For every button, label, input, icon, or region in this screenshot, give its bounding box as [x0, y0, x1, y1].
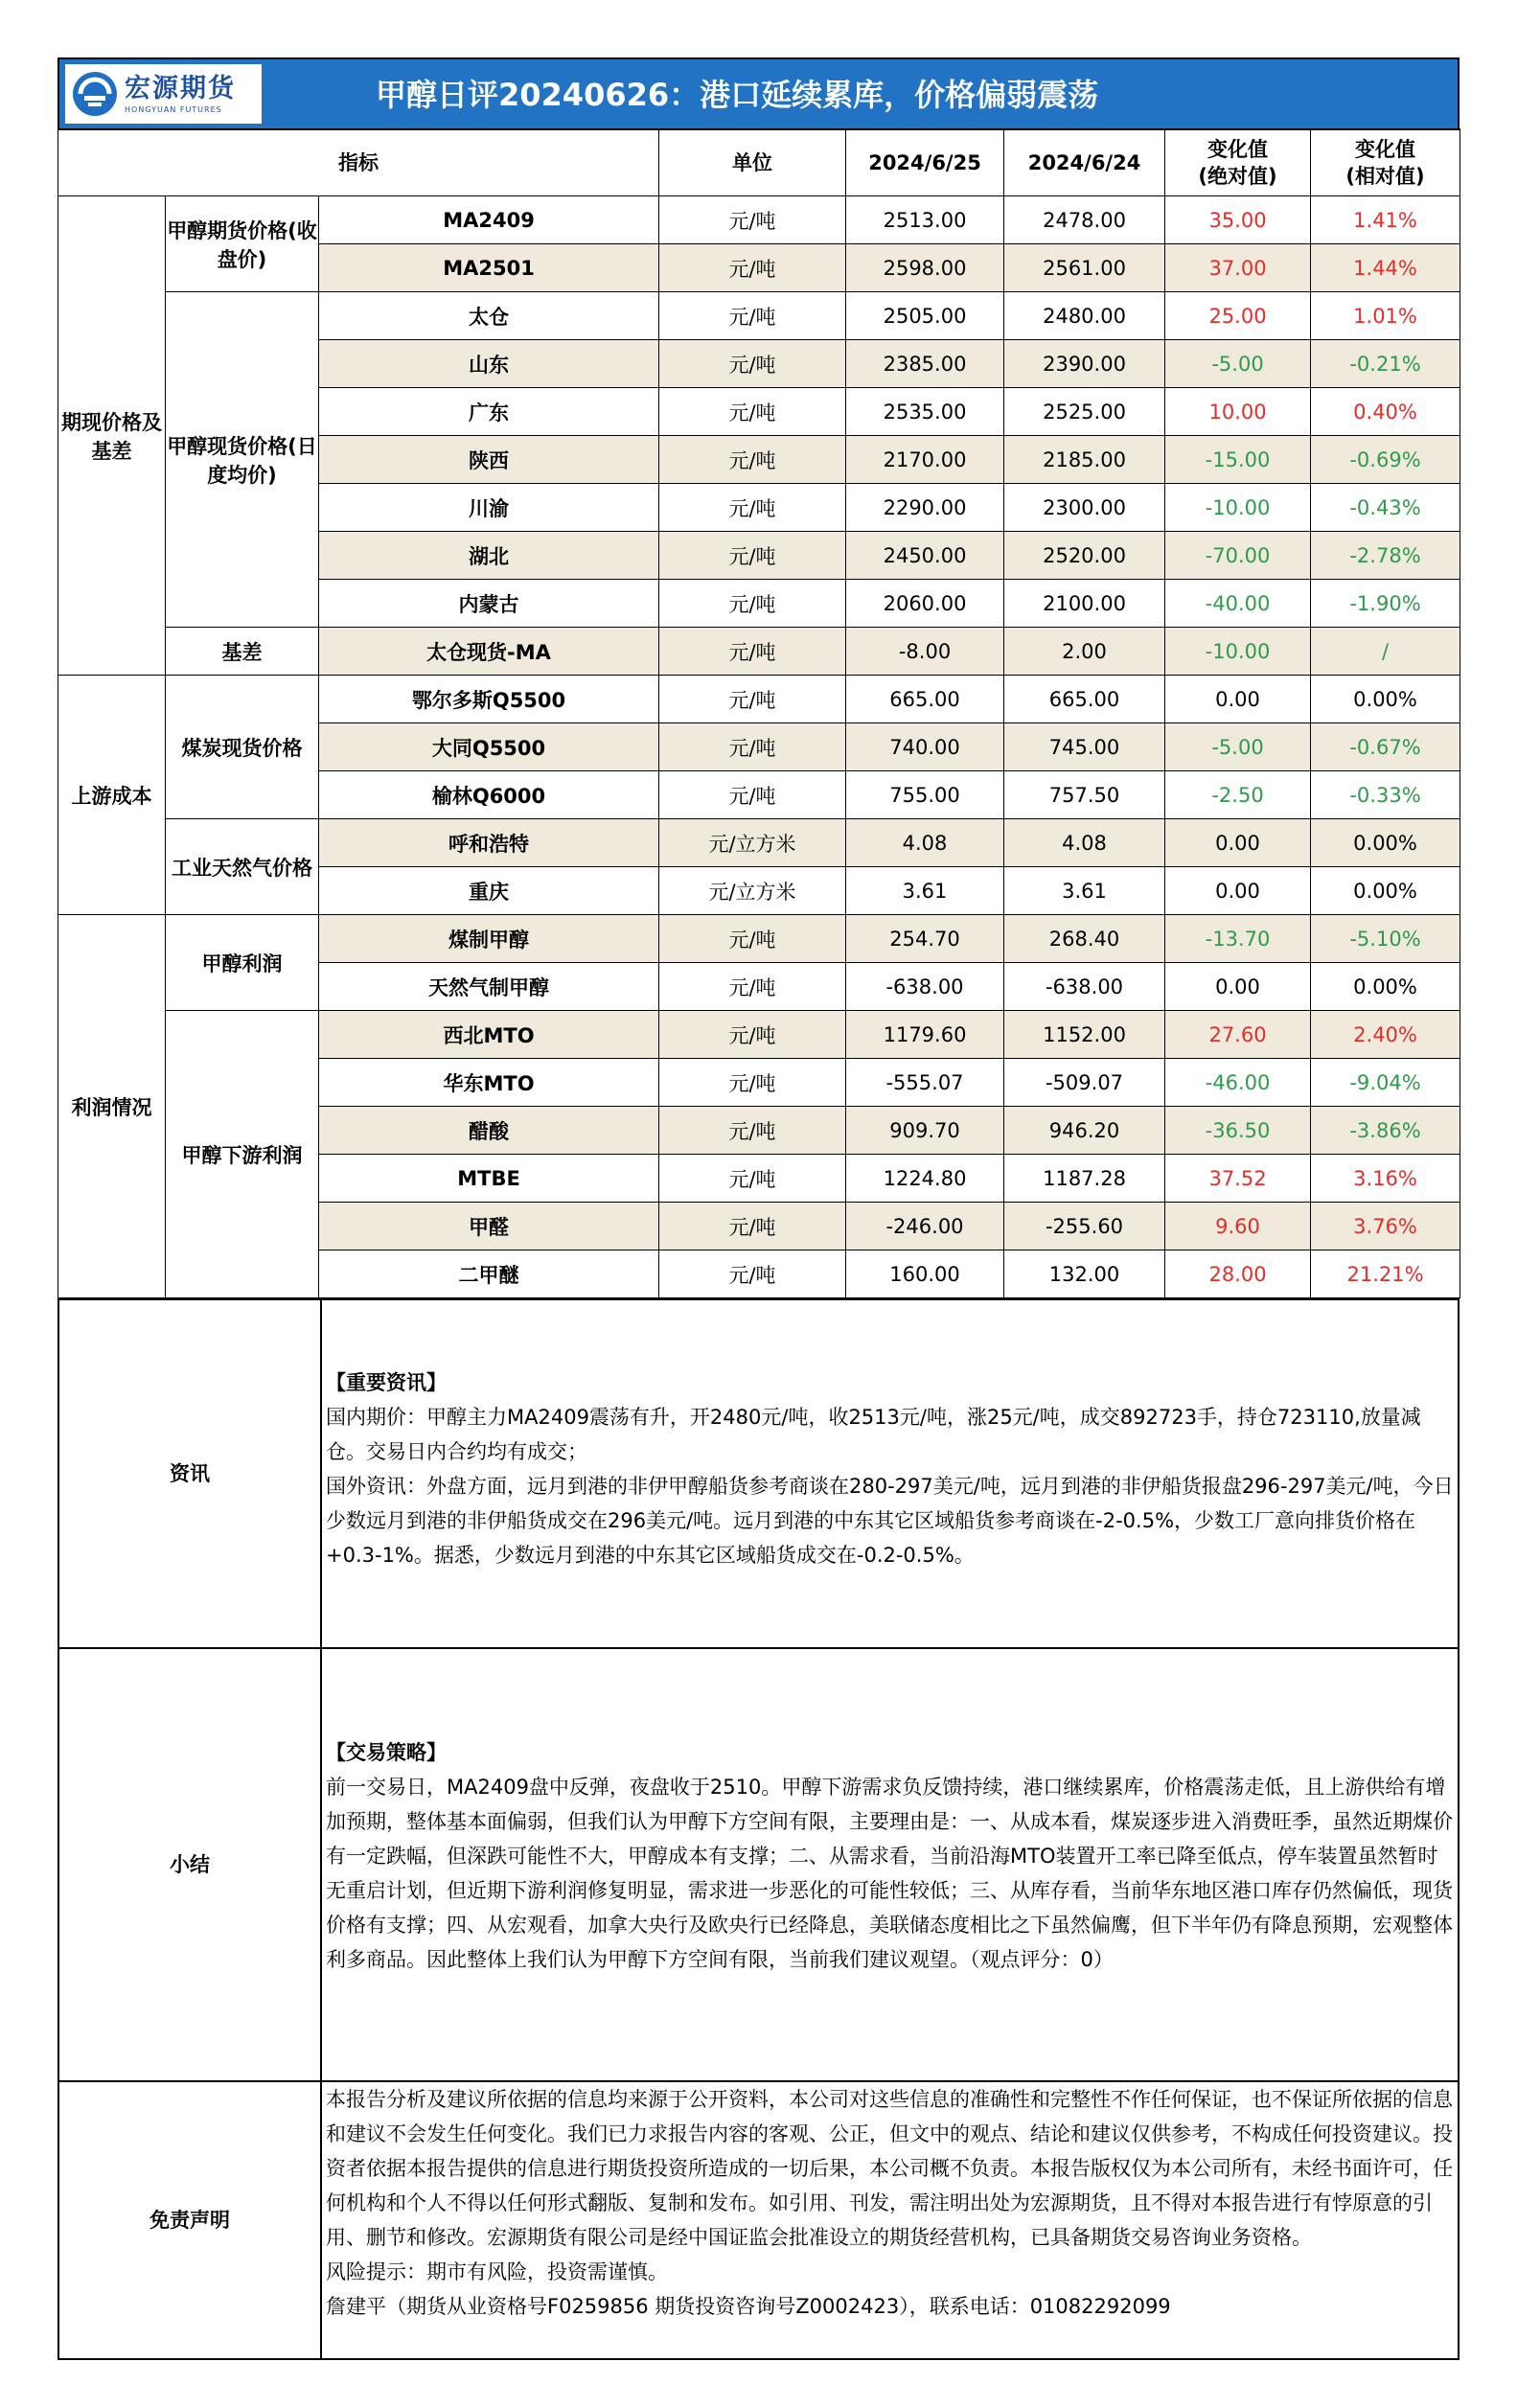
value-date1: 2513.00 — [846, 196, 1004, 244]
disclaimer-label: 免责声明 — [58, 2081, 321, 2359]
unit-cell: 元/吨 — [659, 1011, 846, 1059]
rel-change: -0.43% — [1311, 484, 1460, 532]
indicator-name: 天然气制甲醇 — [319, 963, 659, 1011]
value-date1: 1179.60 — [846, 1011, 1004, 1059]
unit-cell: 元/立方米 — [659, 867, 846, 915]
rel-change: -9.04% — [1311, 1059, 1460, 1107]
col-date1: 2024/6/25 — [846, 129, 1004, 196]
col-abs-change — [1165, 129, 1311, 196]
value-date2: 268.40 — [1004, 915, 1165, 963]
rel-change: 0.00% — [1311, 963, 1460, 1011]
value-date2: 2390.00 — [1004, 340, 1165, 388]
rel-change: 1.01% — [1311, 292, 1460, 340]
col-date2: 2024/6/24 — [1004, 129, 1165, 196]
logo-english-name: HONGYUAN FUTURES — [125, 104, 222, 114]
abs-change: 28.00 — [1165, 1250, 1311, 1298]
indicator-name: 煤制甲醇 — [319, 915, 659, 963]
table-row — [58, 1011, 1460, 1059]
value-date1: 2060.00 — [846, 580, 1004, 628]
abs-change: -40.00 — [1165, 580, 1311, 628]
unit-cell: 元/吨 — [659, 1155, 846, 1203]
abs-change: 0.00 — [1165, 963, 1311, 1011]
table-row — [58, 819, 1460, 867]
value-date2: 665.00 — [1004, 676, 1165, 723]
value-date1: 254.70 — [846, 915, 1004, 963]
news-foreign: 国外资讯：外盘方面，远月到港的非伊甲醇船货参考商谈在280-297美元/吨，远月到港的非伊船货报盘296-297美元/吨，今日少数远月到港的非伊船货成交在296美元/吨。远月到港的中东其它区域船货参考商谈在-2-0.5%，少数工厂意向排货价格在+0.3-1%。据悉，少数远月到港的中东其它区域船货成交在-0.2-0.5%。 — [326, 1475, 1454, 1567]
abs-change: -5.00 — [1165, 340, 1311, 388]
company-logo — [65, 64, 262, 124]
value-date2: 2561.00 — [1004, 244, 1165, 292]
value-date2: -255.60 — [1004, 1203, 1165, 1250]
disclaimer-text: 本报告分析及建议所依据的信息均来源于公开资料，本公司对这些信息的准确性和完整性不作任何保证，也不保证所依据的信息和建议不会发生任何变化。我们已力求报告内容的客观、公正，但文中的观点、结论和建议仅供参考，不构成任何投资建议。投资者依据本报告提供的信息进行期货投资所造成的一切后果，本公司概不负责。本报告版权仅为本公司所有，未经书面许可，任何机构和个人不得以任何形式翻版、复制和发布。如引用、刊发，需注明出处为宏源期货，且不得对本报告进行有悖原意的引用、删节和修改。宏源期货有限公司是经中国证监会批准设立的期货经营机构，已具备期货交易咨询业务资格。 — [326, 2088, 1453, 2249]
indicator-name: 大同Q5500 — [319, 723, 659, 771]
risk-warning: 风险提示：期市有风险，投资需谨慎。 — [326, 2260, 668, 2283]
rel-change: 1.41% — [1311, 196, 1460, 244]
indicator-name: 鄂尔多斯Q5500 — [319, 676, 659, 723]
value-date1: 2385.00 — [846, 340, 1004, 388]
indicator-name: 川渝 — [319, 484, 659, 532]
value-date1: 2505.00 — [846, 292, 1004, 340]
indicator-name: 太仓现货-MA — [319, 628, 659, 676]
rel-change: 21.21% — [1311, 1250, 1460, 1298]
abs-change: -2.50 — [1165, 771, 1311, 819]
abs-change: -46.00 — [1165, 1059, 1311, 1107]
value-date2: 2480.00 — [1004, 292, 1165, 340]
abs-change: 25.00 — [1165, 292, 1311, 340]
value-date2: 745.00 — [1004, 723, 1165, 771]
value-date2: 2100.00 — [1004, 580, 1165, 628]
rel-change: -1.90% — [1311, 580, 1460, 628]
value-date1: -555.07 — [846, 1059, 1004, 1107]
value-date2: 946.20 — [1004, 1107, 1165, 1155]
value-date2: 2.00 — [1004, 628, 1165, 676]
indicator-name: 陕西 — [319, 436, 659, 484]
abs-change: -13.70 — [1165, 915, 1311, 963]
disclaimer-section — [321, 2081, 1459, 2359]
value-date1: 3.61 — [846, 867, 1004, 915]
value-date1: 2598.00 — [846, 244, 1004, 292]
indicator-name: 榆林Q6000 — [319, 771, 659, 819]
rel-change: 0.00% — [1311, 819, 1460, 867]
logo-chinese-name: 宏源期货 — [125, 73, 236, 103]
rel-change: 2.40% — [1311, 1011, 1460, 1059]
value-date2: 2525.00 — [1004, 388, 1165, 436]
col-abs-label: 变化值 — [1207, 138, 1269, 161]
value-date2: 757.50 — [1004, 771, 1165, 819]
abs-change: -10.00 — [1165, 484, 1311, 532]
unit-cell: 元/吨 — [659, 244, 846, 292]
summary-heading: 【交易策略】 — [326, 1741, 447, 1764]
unit-cell: 元/吨 — [659, 1107, 846, 1155]
table-row — [58, 915, 1460, 963]
unit-cell: 元/吨 — [659, 196, 846, 244]
abs-change: 27.60 — [1165, 1011, 1311, 1059]
rel-change: / — [1311, 628, 1460, 676]
unit-cell: 元/吨 — [659, 1250, 846, 1298]
indicator-name: 山东 — [319, 340, 659, 388]
value-date2: 2520.00 — [1004, 532, 1165, 580]
value-date2: 3.61 — [1004, 867, 1165, 915]
value-date1: 755.00 — [846, 771, 1004, 819]
indicator-name: 华东MTO — [319, 1059, 659, 1107]
rel-change: -0.67% — [1311, 723, 1460, 771]
unit-cell: 元/吨 — [659, 771, 846, 819]
summary-label: 小结 — [58, 1648, 321, 2081]
news-section — [321, 1299, 1459, 1648]
col-abs-sub: (绝对值) — [1198, 165, 1277, 188]
unit-cell: 元/吨 — [659, 484, 846, 532]
unit-cell: 元/吨 — [659, 340, 846, 388]
abs-change: 37.00 — [1165, 244, 1311, 292]
commentary-table — [57, 1298, 1460, 2360]
indicator-name: 太仓 — [319, 292, 659, 340]
rel-change: 3.16% — [1311, 1155, 1460, 1203]
col-unit: 单位 — [659, 129, 846, 196]
abs-change: 35.00 — [1165, 196, 1311, 244]
value-date2: 132.00 — [1004, 1250, 1165, 1298]
rel-change: -5.10% — [1311, 915, 1460, 963]
table-row — [58, 292, 1460, 340]
value-date2: 4.08 — [1004, 819, 1165, 867]
value-date1: 2170.00 — [846, 436, 1004, 484]
indicator-name: 内蒙古 — [319, 580, 659, 628]
abs-change: -10.00 — [1165, 628, 1311, 676]
value-date1: 740.00 — [846, 723, 1004, 771]
indicator-name: MTBE — [319, 1155, 659, 1203]
rel-change: 0.00% — [1311, 867, 1460, 915]
col-rel-change — [1311, 129, 1460, 196]
news-label: 资讯 — [58, 1299, 321, 1648]
abs-change: 0.00 — [1165, 819, 1311, 867]
summary-text: 前一交易日，MA2409盘中反弹，夜盘收于2510。甲醇下游需求负反馈持续，港口继续累库，价格震荡走低，且上游供给有增加预期，整体基本面偏弱，但我们认为甲醇下方空间有限，主要理由是：一、从成本看，煤炭逐步进入消费旺季，虽然近期煤价有一定跌幅，但深跌可能性不大，甲醇成本有支撑；二、从需求看，当前沿海MTO装置开工率已降至低点，停车装置虽然暂时无重启计划，但近期下游利润修复明显，需求进一步恶化的可能性较低；三、从库存看，当前华东地区港口库存仍然偏低，现货价格有支撑；四、从宏观看，加拿大央行及欧央行已经降息，美联储态度相比之下虽然偏鹰，但下半年仍有降息预期，宏观整体利多商品。因此整体上我们认为甲醇下方空间有限，当前我们建议观望。（观点评分：0） — [326, 1776, 1453, 1971]
table-row — [58, 628, 1460, 676]
unit-cell: 元/吨 — [659, 915, 846, 963]
rel-change: -0.21% — [1311, 340, 1460, 388]
unit-cell: 元/立方米 — [659, 819, 846, 867]
unit-cell: 元/吨 — [659, 723, 846, 771]
value-date1: -638.00 — [846, 963, 1004, 1011]
abs-change: 0.00 — [1165, 676, 1311, 723]
value-date2: 2185.00 — [1004, 436, 1165, 484]
indicator-name: 甲醛 — [319, 1203, 659, 1250]
value-date2: 2478.00 — [1004, 196, 1165, 244]
rel-change: 1.44% — [1311, 244, 1460, 292]
table-row — [58, 196, 1460, 244]
indicator-name: 醋酸 — [319, 1107, 659, 1155]
unit-cell: 元/吨 — [659, 436, 846, 484]
news-heading: 【重要资讯】 — [326, 1371, 447, 1394]
indicator-name: 广东 — [319, 388, 659, 436]
group-upstream: 上游成本 — [58, 676, 166, 915]
rel-change: 3.76% — [1311, 1203, 1460, 1250]
rel-change: -0.69% — [1311, 436, 1460, 484]
unit-cell: 元/吨 — [659, 532, 846, 580]
value-date1: 665.00 — [846, 676, 1004, 723]
value-date1: -246.00 — [846, 1203, 1004, 1250]
unit-cell: 元/吨 — [659, 1203, 846, 1250]
indicator-table — [57, 128, 1460, 1298]
abs-change: 9.60 — [1165, 1203, 1311, 1250]
value-date2: -638.00 — [1004, 963, 1165, 1011]
value-date2: 1152.00 — [1004, 1011, 1165, 1059]
value-date1: 2290.00 — [846, 484, 1004, 532]
value-date1: 909.70 — [846, 1107, 1004, 1155]
group-futures-spot: 期现价格及基差 — [58, 196, 166, 676]
abs-change: 37.52 — [1165, 1155, 1311, 1203]
subgroup-gas-price: 工业天然气价格 — [166, 819, 319, 915]
hongyuan-logo-icon — [71, 70, 119, 118]
col-rel-sub: (相对值) — [1345, 165, 1425, 188]
subgroup-futures-price: 甲醇期货价格(收盘价) — [166, 196, 319, 292]
report-sheet — [57, 57, 1460, 2360]
indicator-name: MA2409 — [319, 196, 659, 244]
indicator-name: 西北MTO — [319, 1011, 659, 1059]
abs-change: -15.00 — [1165, 436, 1311, 484]
value-date1: 2535.00 — [846, 388, 1004, 436]
value-date1: 1224.80 — [846, 1155, 1004, 1203]
unit-cell: 元/吨 — [659, 292, 846, 340]
subgroup-downstream-profit: 甲醇下游利润 — [166, 1011, 319, 1298]
rel-change: -0.33% — [1311, 771, 1460, 819]
unit-cell: 元/吨 — [659, 963, 846, 1011]
subgroup-coal-price: 煤炭现货价格 — [166, 676, 319, 819]
news-domestic: 国内期价：甲醇主力MA2409震荡有升，开2480元/吨，收2513元/吨，涨25元/吨，成交892723手，持仓723110,放量减仓。交易日内合约均有成交； — [326, 1406, 1421, 1463]
rel-change: 0.00% — [1311, 676, 1460, 723]
table-header-row — [58, 129, 1460, 196]
indicator-name: 湖北 — [319, 532, 659, 580]
title-bar — [57, 57, 1460, 128]
unit-cell: 元/吨 — [659, 388, 846, 436]
col-rel-label: 变化值 — [1355, 138, 1416, 161]
value-date1: 2450.00 — [846, 532, 1004, 580]
value-date2: -509.07 — [1004, 1059, 1165, 1107]
abs-change: -36.50 — [1165, 1107, 1311, 1155]
summary-section — [321, 1648, 1459, 2081]
subgroup-basis: 基差 — [166, 628, 319, 676]
rel-change: -2.78% — [1311, 532, 1460, 580]
analyst-info: 詹建平（期货从业资格号F0259856 期货投资咨询号Z0002423），联系电话：01082292099 — [326, 2295, 1171, 2318]
abs-change: 10.00 — [1165, 388, 1311, 436]
unit-cell: 元/吨 — [659, 676, 846, 723]
col-indicator: 指标 — [58, 129, 659, 196]
table-body — [58, 196, 1460, 1298]
abs-change: -5.00 — [1165, 723, 1311, 771]
value-date1: 160.00 — [846, 1250, 1004, 1298]
group-profit: 利润情况 — [58, 915, 166, 1298]
report-title: 甲醇日评20240626：港口延续累库，价格偏弱震荡 — [376, 77, 1099, 113]
abs-change: -70.00 — [1165, 532, 1311, 580]
table-row — [58, 676, 1460, 723]
rel-change: -3.86% — [1311, 1107, 1460, 1155]
indicator-name: 呼和浩特 — [319, 819, 659, 867]
value-date1: -8.00 — [846, 628, 1004, 676]
value-date1: 4.08 — [846, 819, 1004, 867]
indicator-name: MA2501 — [319, 244, 659, 292]
unit-cell: 元/吨 — [659, 1059, 846, 1107]
subgroup-methanol-profit: 甲醇利润 — [166, 915, 319, 1011]
unit-cell: 元/吨 — [659, 628, 846, 676]
indicator-name: 二甲醚 — [319, 1250, 659, 1298]
rel-change: 0.40% — [1311, 388, 1460, 436]
subgroup-spot-price: 甲醇现货价格(日度均价) — [166, 292, 319, 628]
indicator-name: 重庆 — [319, 867, 659, 915]
abs-change: 0.00 — [1165, 867, 1311, 915]
value-date2: 2300.00 — [1004, 484, 1165, 532]
value-date2: 1187.28 — [1004, 1155, 1165, 1203]
unit-cell: 元/吨 — [659, 580, 846, 628]
